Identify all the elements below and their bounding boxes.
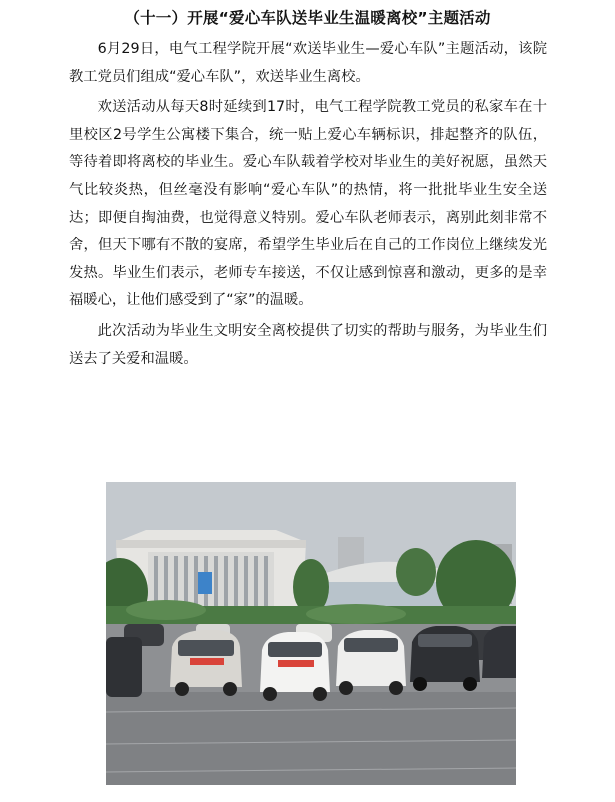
photo-building-roof-band <box>116 540 306 548</box>
photo-car-front-6 <box>482 626 516 678</box>
document-heading: （十一）开展“爱心车队送毕业生温暖离校”主题活动 <box>124 9 491 27</box>
photo-car-front-3 <box>260 632 330 701</box>
paragraph-details: 欢送活动从每天8时延续到17时，电气工程学院教工党员的私家车在十里校区2号学生公寓楼下集合，统一贴上爱心车辆标识，排起整齐的队伍，等待着即将离校的毕业生。爱心车队载着学校对毕业生的美好祝愿，虽然天气比较炎热，但丝毫没有影响“爱心车队”的热情，将一批批毕业生安全送达；即便自掏油费，也觉得意义特别。爱心车队老师表示，离别此刻非常不舍，但天下哪有不散的宴席，希望学生毕业后在自己的工作岗位上继续发光发热。毕业生们表示，老师专车接送，不仅让感到惊喜和激动，更多的是幸福暖心，让他们感受到了“家”的温暖。 <box>69 99 547 309</box>
article-body <box>69 36 547 376</box>
photo-tree-right-back <box>396 548 436 596</box>
photo-building-screen <box>198 572 212 594</box>
photo-hedge-bush-1 <box>126 600 206 620</box>
photo-car-front-1 <box>106 637 142 697</box>
paragraph-intro: 6月29日，电气工程学院开展“欢送毕业生—爱心车队”主题活动，该院教工党员们组成“爱心车队”，欢送毕业生离校。 <box>69 41 547 85</box>
photo-car-front-4 <box>336 630 406 695</box>
photo-illustration <box>106 482 516 785</box>
event-photo <box>106 482 516 785</box>
photo-hedge-bush-2 <box>306 604 406 624</box>
paragraph-summary: 此次活动为毕业生文明安全离校提供了切实的帮助与服务，为毕业生们送去了关爱和温暖。 <box>69 322 547 367</box>
photo-car-front-5 <box>410 626 480 691</box>
photo-car-front-2 <box>170 630 242 696</box>
